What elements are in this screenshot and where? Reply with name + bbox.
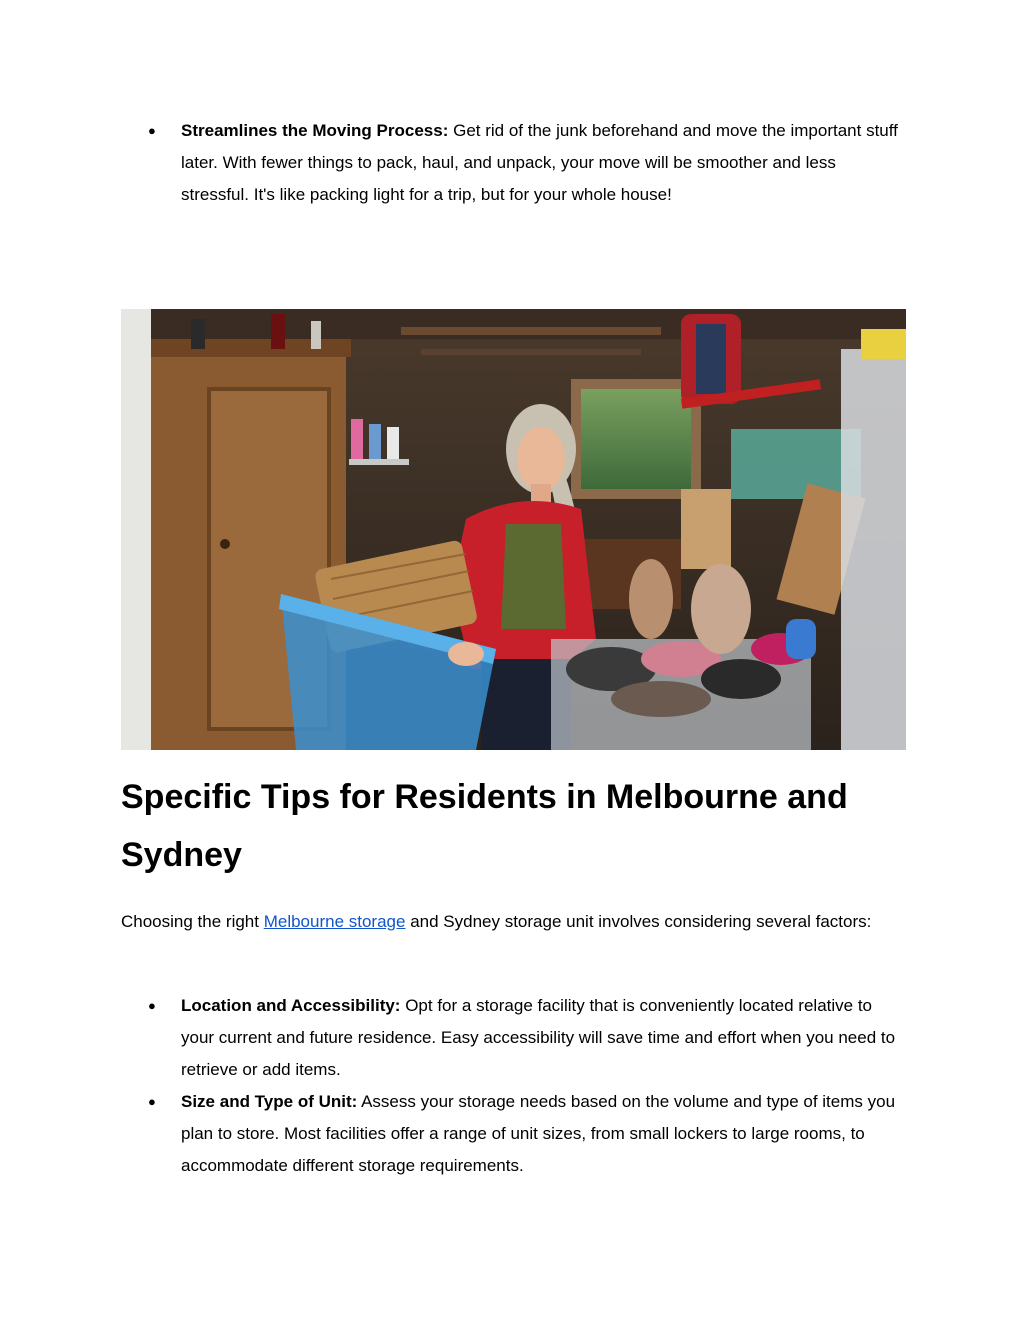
intro-text-before: Choosing the right — [121, 912, 264, 931]
bullet-text: Assess your storage needs based on the volume and type of items you plan to store. Most facilities offer a range of unit sizes, from small lockers to large rooms, to accommodate different storage requirements. — [181, 1092, 896, 1175]
bullet-list-top — [121, 115, 905, 211]
bullet-list-bottom — [121, 990, 905, 1182]
bullet-text: Opt for a storage facility that is conveniently located relative to your current and future residence. Easy accessibility will save time and effort when you need to retrieve or add items. — [181, 996, 896, 1079]
list-item — [121, 990, 905, 1086]
list-item — [121, 115, 905, 211]
intro-paragraph — [121, 906, 903, 938]
section-heading: Specific Tips for Residents in Melbourne and Sydney — [121, 778, 848, 874]
bullet-text: Get rid of the junk beforehand and move the important stuff later. With fewer things to pack, haul, and unpack, your move will be smoother and less stressful. It's like packing light for a trip, but for your whole house! — [181, 121, 898, 204]
list-item — [121, 1086, 905, 1182]
melbourne-storage-link[interactable]: Melbourne storage — [263, 912, 406, 931]
garage-storage-photo — [121, 309, 906, 750]
bullet-title: Location and Accessibility: — [181, 996, 401, 1015]
bullet-title: Size and Type of Unit: — [181, 1092, 358, 1111]
bullet-title: Streamlines the Moving Process: — [181, 121, 449, 140]
intro-text-after: and Sydney storage unit involves considering several factors: — [405, 912, 872, 931]
